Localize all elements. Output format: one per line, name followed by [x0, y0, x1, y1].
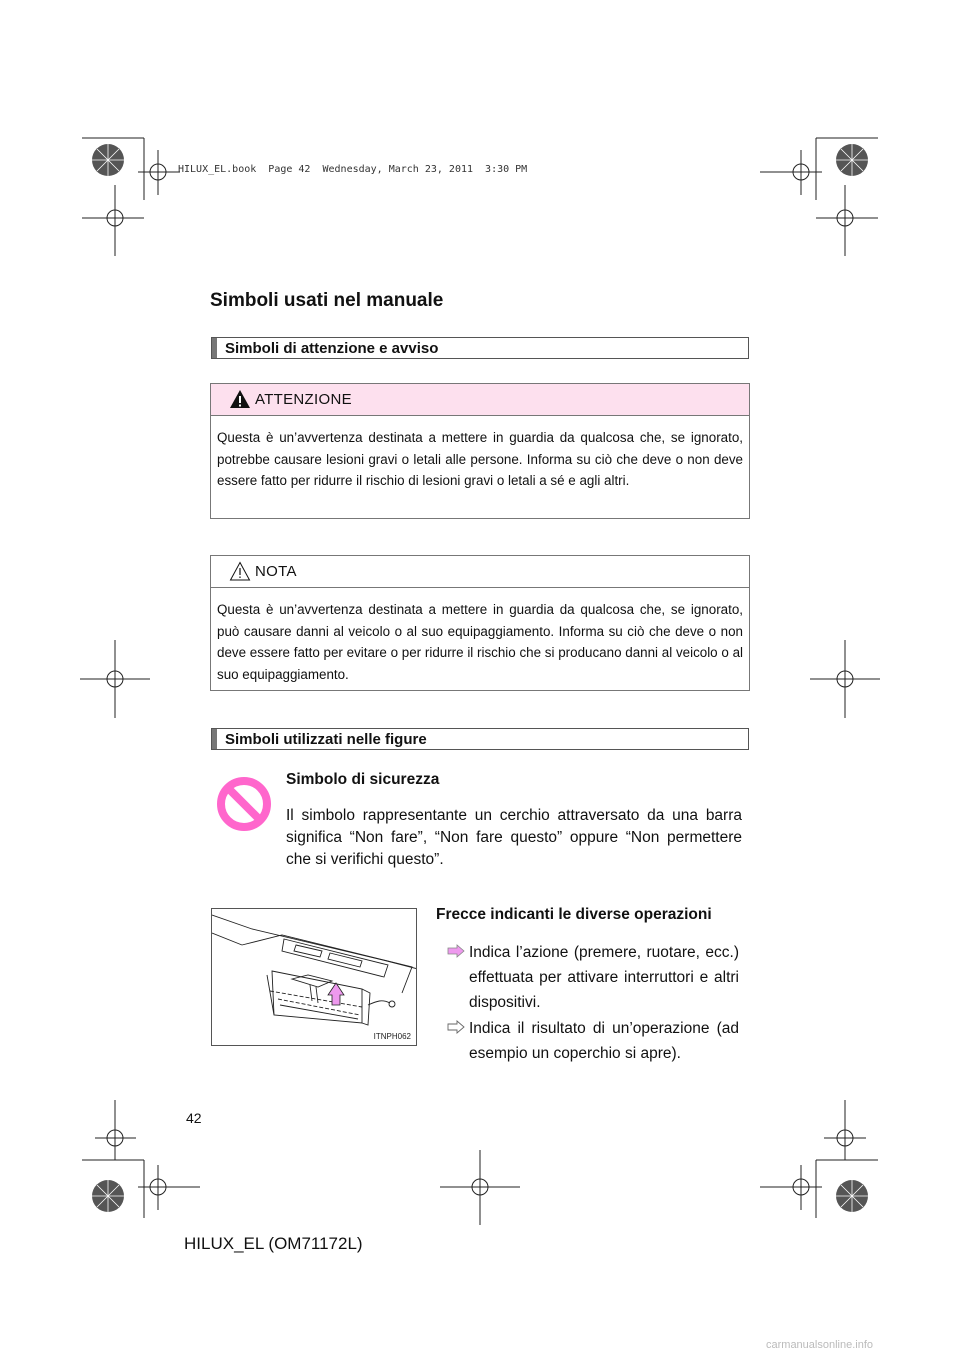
- page-title: Simboli usati nel manuale: [210, 290, 444, 311]
- book-info-header: HILUX_EL.book Page 42 Wednesday, March 23, 2011 3:30 PM: [178, 164, 528, 175]
- action-arrow-text: Indica l’azione (premere, ruotare, ecc.) effettuata per attivare interruttori e altri dispositivi.: [469, 944, 739, 1011]
- result-arrow-icon: [447, 1020, 465, 1034]
- caution-text: Questa è un’avvertenza destinata a mettere in guardia da qualcosa che, se ignorato, potrebbe causare lesioni gravi o letali alle persone. Informa su ciò che deve o non deve essere fatto per ridurre il rischio di lesioni gravi o letali a sé e agli altri.: [217, 430, 743, 488]
- caution-title: ATTENZIONE: [255, 391, 352, 408]
- section-title: Simboli utilizzati nelle figure: [225, 731, 427, 748]
- page-number: 42: [186, 1110, 202, 1126]
- prohibition-icon: [216, 776, 272, 832]
- figure-code: ITNPH062: [373, 1032, 411, 1041]
- watermark: carmanualsonline.info: [766, 1339, 874, 1351]
- warning-triangle-filled-icon: [229, 389, 251, 409]
- caution-box: [210, 383, 750, 519]
- section-title: Simboli di attenzione e avviso: [225, 340, 439, 357]
- section-header-warning-symbols: [211, 337, 749, 359]
- result-arrow-text: Indica il risultato di un’operazione (ad esempio un coperchio si apre).: [469, 1020, 739, 1062]
- section-accent: [212, 729, 217, 749]
- notice-box-header: [211, 556, 749, 588]
- arrows-title: Frecce indicanti le diverse operazioni: [436, 906, 712, 923]
- caution-box-header: [211, 384, 749, 416]
- overhead-console-illustration: [212, 909, 417, 1046]
- section-accent: [212, 338, 217, 358]
- warning-triangle-outline-icon: [229, 561, 251, 581]
- document-id: HILUX_EL (OM71172L): [184, 1234, 363, 1253]
- action-arrow-icon: [447, 944, 465, 958]
- section-header-figure-symbols: [211, 728, 749, 750]
- notice-title: NOTA: [255, 563, 297, 580]
- notice-box: [210, 555, 750, 691]
- notice-text: Questa è un’avvertenza destinata a mettere in guardia da qualcosa che, se ignorato, può causare danni al veicolo o al suo equipaggiamento. Informa su ciò che deve o non deve essere fatto per evitare o per ridurre il rischio che si producano danni al veicolo o al suo equipaggiamento.: [217, 602, 743, 682]
- safety-symbol-title: Simbolo di sicurezza: [286, 771, 440, 788]
- safety-symbol-text: Il simbolo rappresentante un cerchio attraversato da una barra significa “Non fare”, “Non fare questo” oppure “Non permettere che si verifichi questo”.: [286, 807, 742, 868]
- figure-illustration: [211, 908, 417, 1046]
